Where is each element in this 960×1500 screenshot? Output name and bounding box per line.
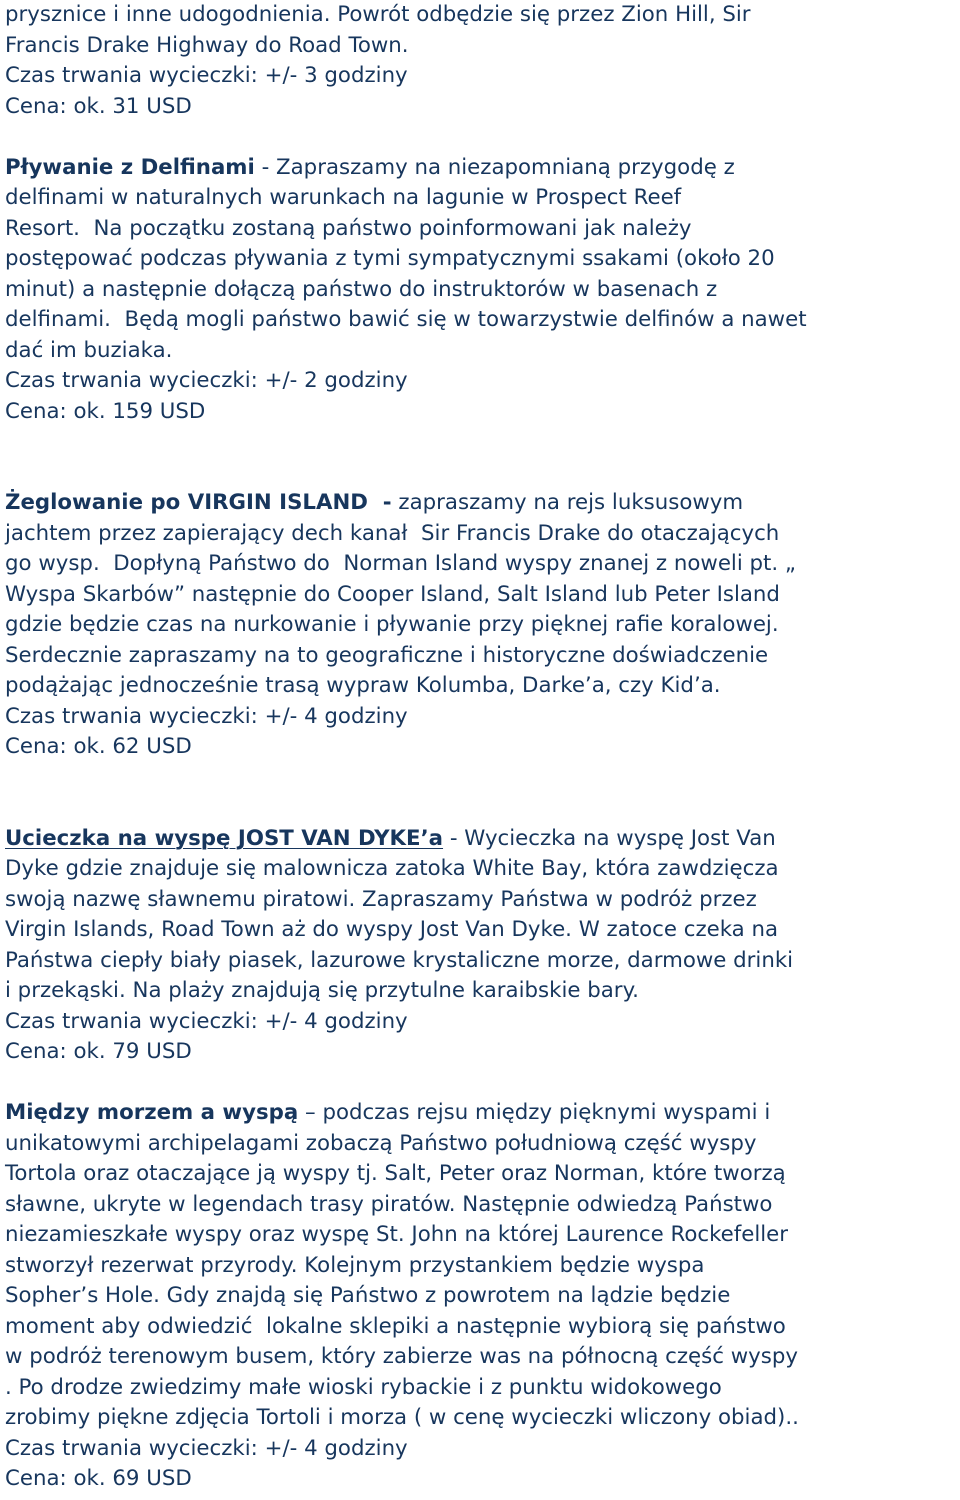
text-line: swoją nazwę sławnemu piratowi. Zapraszamy Państwa w podróż przez <box>5 886 757 912</box>
duration-line: Czas trwania wycieczki: +/- 3 godziny <box>5 63 408 88</box>
text-line: prysznice i inne udogodnienia. Powrót odbędzie się przez Zion Hill, Sir <box>5 2 751 27</box>
text-line: zrobimy piękne zdjęcia Tortoli i morza ( w cenę wycieczki wliczony obiad).. <box>5 1405 799 1430</box>
text-line: Tortola oraz otaczające ją wyspy tj. Salt, Peter oraz Norman, które tworzą <box>5 1161 786 1186</box>
section-first-line <box>5 824 960 855</box>
text-line: Virgin Islands, Road Town aż do wyspy Jost Van Dyke. W zatoce czeka na <box>5 917 779 942</box>
text-line: i przekąski. Na plaży znajdują się przytulne karaibskie bary. <box>5 978 639 1003</box>
text-line: Serdecznie zapraszamy na to geograficzne i historyczne doświadczenie <box>5 642 769 668</box>
duration-line: Czas trwania wycieczki: +/- 2 godziny <box>5 368 408 393</box>
text-line: Sopher’s Hole. Gdy znajdą się Państwo z powrotem na lądzie będzie <box>5 1283 731 1308</box>
text-fragment: - Zapraszamy na niezapomnianą przygodę z <box>254 154 735 180</box>
spacer <box>5 427 960 458</box>
text-line: delfinami. Będą mogli państwo bawić się w towarzystwie delfinów a nawet <box>5 307 807 332</box>
price-line: Cena: ok. 69 USD <box>5 1466 192 1491</box>
text-line: moment aby odwiedzić lokalne sklepiki a następnie wybiorą się państwo <box>5 1313 786 1339</box>
price-line: Cena: ok. 62 USD <box>5 734 192 759</box>
sea-island-section <box>5 1098 960 1495</box>
text-line: Resort. Na początku zostaną państwo poinformowani jak należy <box>5 215 692 241</box>
text-line: go wysp. Dopłyną Państwo do Norman Island wyspy znanej z noweli pt. „ <box>5 551 796 576</box>
text-line: . Po drodze zwiedzimy małe wioski rybackie i z punktu widokowego <box>5 1374 722 1400</box>
text-line: stworzył rezerwat przyrody. Kolejnym przystankiem będzie wyspa <box>5 1252 705 1278</box>
section-first-line <box>5 488 960 519</box>
section-heading: Żeglowanie po VIRGIN ISLAND - <box>5 490 392 515</box>
text-line: Dyke gdzie znajduje się malownicza zatoka White Bay, która zawdzięcza <box>5 856 779 881</box>
text-line: jachtem przez zapierający dech kanał Sir Francis Drake do otaczających <box>5 520 780 546</box>
text-line: sławne, ukryte w legendach trasy piratów. Następnie odwiedzą Państwo <box>5 1191 773 1217</box>
text-line: podążając jednocześnie trasą wypraw Kolumba, Darke’a, czy Kid’a. <box>5 673 721 698</box>
price-line: Cena: ok. 79 USD <box>5 1039 192 1064</box>
spacer <box>5 1068 960 1099</box>
text-line: Wyspa Skarbów” następnie do Cooper Island, Salt Island lub Peter Island <box>5 581 780 607</box>
text-line: Państwa ciepły biały piasek, lazurowe krystaliczne morze, darmowe drinki <box>5 947 794 973</box>
jost-van-dyke-section <box>5 824 960 1068</box>
duration-line: Czas trwania wycieczki: +/- 4 godziny <box>5 1435 408 1461</box>
text-line: Francis Drake Highway do Road Town. <box>5 32 409 58</box>
section-heading: Pływanie z Delfinami <box>5 154 255 180</box>
text-fragment: - Wycieczka na wyspę Jost Van <box>443 825 776 851</box>
text-line: w podróż terenowym busem, który zabierze was na północną część wyspy <box>5 1344 798 1369</box>
text-line: unikatowymi archipelagami zobaczą Państwo południową część wyspy <box>5 1130 757 1156</box>
intro-section <box>5 0 960 122</box>
text-line: delfinami w naturalnych warunkach na lagunie w Prospect Reef <box>5 185 682 210</box>
price-line: Cena: ok. 31 USD <box>5 93 192 119</box>
text-line: minut) a następnie dołączą państwo do instruktorów w basenach z <box>5 276 718 302</box>
spacer <box>5 763 960 794</box>
price-line: Cena: ok. 159 USD <box>5 398 206 424</box>
text-line: dać im buziaka. <box>5 337 173 363</box>
spacer <box>5 458 960 489</box>
section-first-line <box>5 1098 960 1129</box>
duration-line: Czas trwania wycieczki: +/- 4 godziny <box>5 703 408 729</box>
dolphins-section <box>5 153 960 428</box>
text-fragment: – podczas rejsu między pięknymi wyspami i <box>298 1100 771 1125</box>
spacer <box>5 793 960 824</box>
text-line: niezamieszkałe wyspy oraz wyspę St. John na której Laurence Rockefeller <box>5 1222 789 1247</box>
duration-line: Czas trwania wycieczki: +/- 4 godziny <box>5 1008 408 1034</box>
document-page <box>5 0 960 1495</box>
sailing-section <box>5 488 960 763</box>
spacer <box>5 122 960 153</box>
text-fragment: zapraszamy na rejs luksusowym <box>391 490 744 515</box>
section-first-line <box>5 153 960 184</box>
section-heading: Ucieczka na wyspę JOST VAN DYKE’a <box>5 825 444 851</box>
text-line: postępować podczas pływania z tymi sympatycznymi ssakami (około 20 <box>5 246 775 271</box>
section-heading: Między morzem a wyspą <box>5 1100 299 1125</box>
text-line: gdzie będzie czas na nurkowanie i pływanie przy pięknej rafie koralowej. <box>5 612 779 637</box>
